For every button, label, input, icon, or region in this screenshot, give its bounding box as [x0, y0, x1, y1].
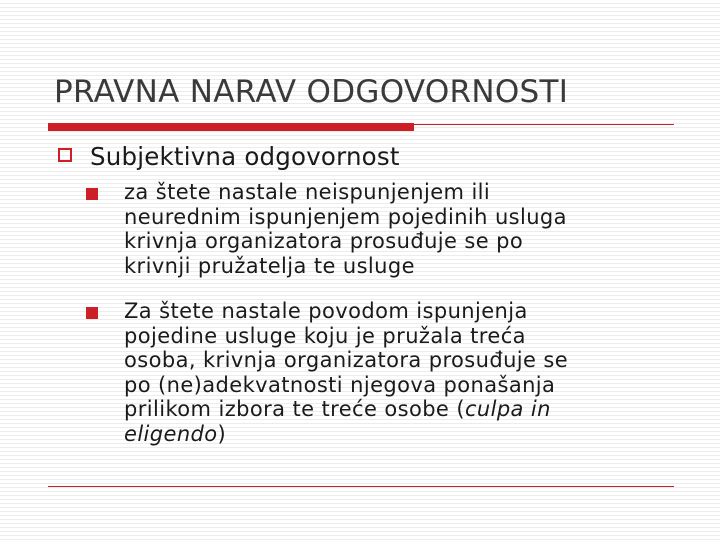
bottom-rule — [48, 486, 674, 487]
bullet-2-line-5 — [124, 397, 684, 422]
bullet-2-line-6 — [124, 422, 684, 447]
bullet-2-close-paren: ) — [217, 421, 227, 446]
square-bullet-icon — [86, 188, 98, 200]
bullet-2-text — [124, 299, 684, 446]
hollow-square-bullet-icon — [58, 148, 72, 162]
bullet-2-italic-1: culpa in — [464, 397, 551, 421]
bullet-2-line-5-text: prilikom izbora te treće osobe ( — [124, 397, 465, 421]
bullet-2-line-4: po (ne)adekvatnosti njegova ponašanja — [124, 372, 556, 397]
bullet-1-line-4: krivnji pružatelja te usluge — [124, 253, 415, 278]
slide-title: PRAVNA NARAV ODGOVORNOSTI — [54, 74, 569, 110]
bullet-2-line-2: pojedine usluge koju je pružala treća — [124, 323, 526, 348]
bullet-2-italic-2: eligendo — [124, 421, 218, 446]
bullet-1-line-2: neurednim ispunjenjem pojedinih usluga — [124, 204, 567, 229]
bullet-1-text — [124, 180, 684, 278]
bullet-2-line-3: osoba, krivnja organizatora prosuđuje se — [124, 348, 569, 372]
title-underline-thick — [48, 123, 414, 131]
bullet-1-line-3: krivnja organizatora prosuđuje se po — [124, 229, 524, 253]
bullet-2-line-1: Za štete nastale povodom ispunjenja — [124, 299, 528, 323]
level1-text: Subjektivna odgovornost — [90, 142, 400, 171]
square-bullet-icon — [86, 307, 98, 319]
title-underline-thin — [414, 124, 674, 125]
bullet-1-line-1: za štete nastale neispunjenjem ili — [124, 180, 491, 204]
